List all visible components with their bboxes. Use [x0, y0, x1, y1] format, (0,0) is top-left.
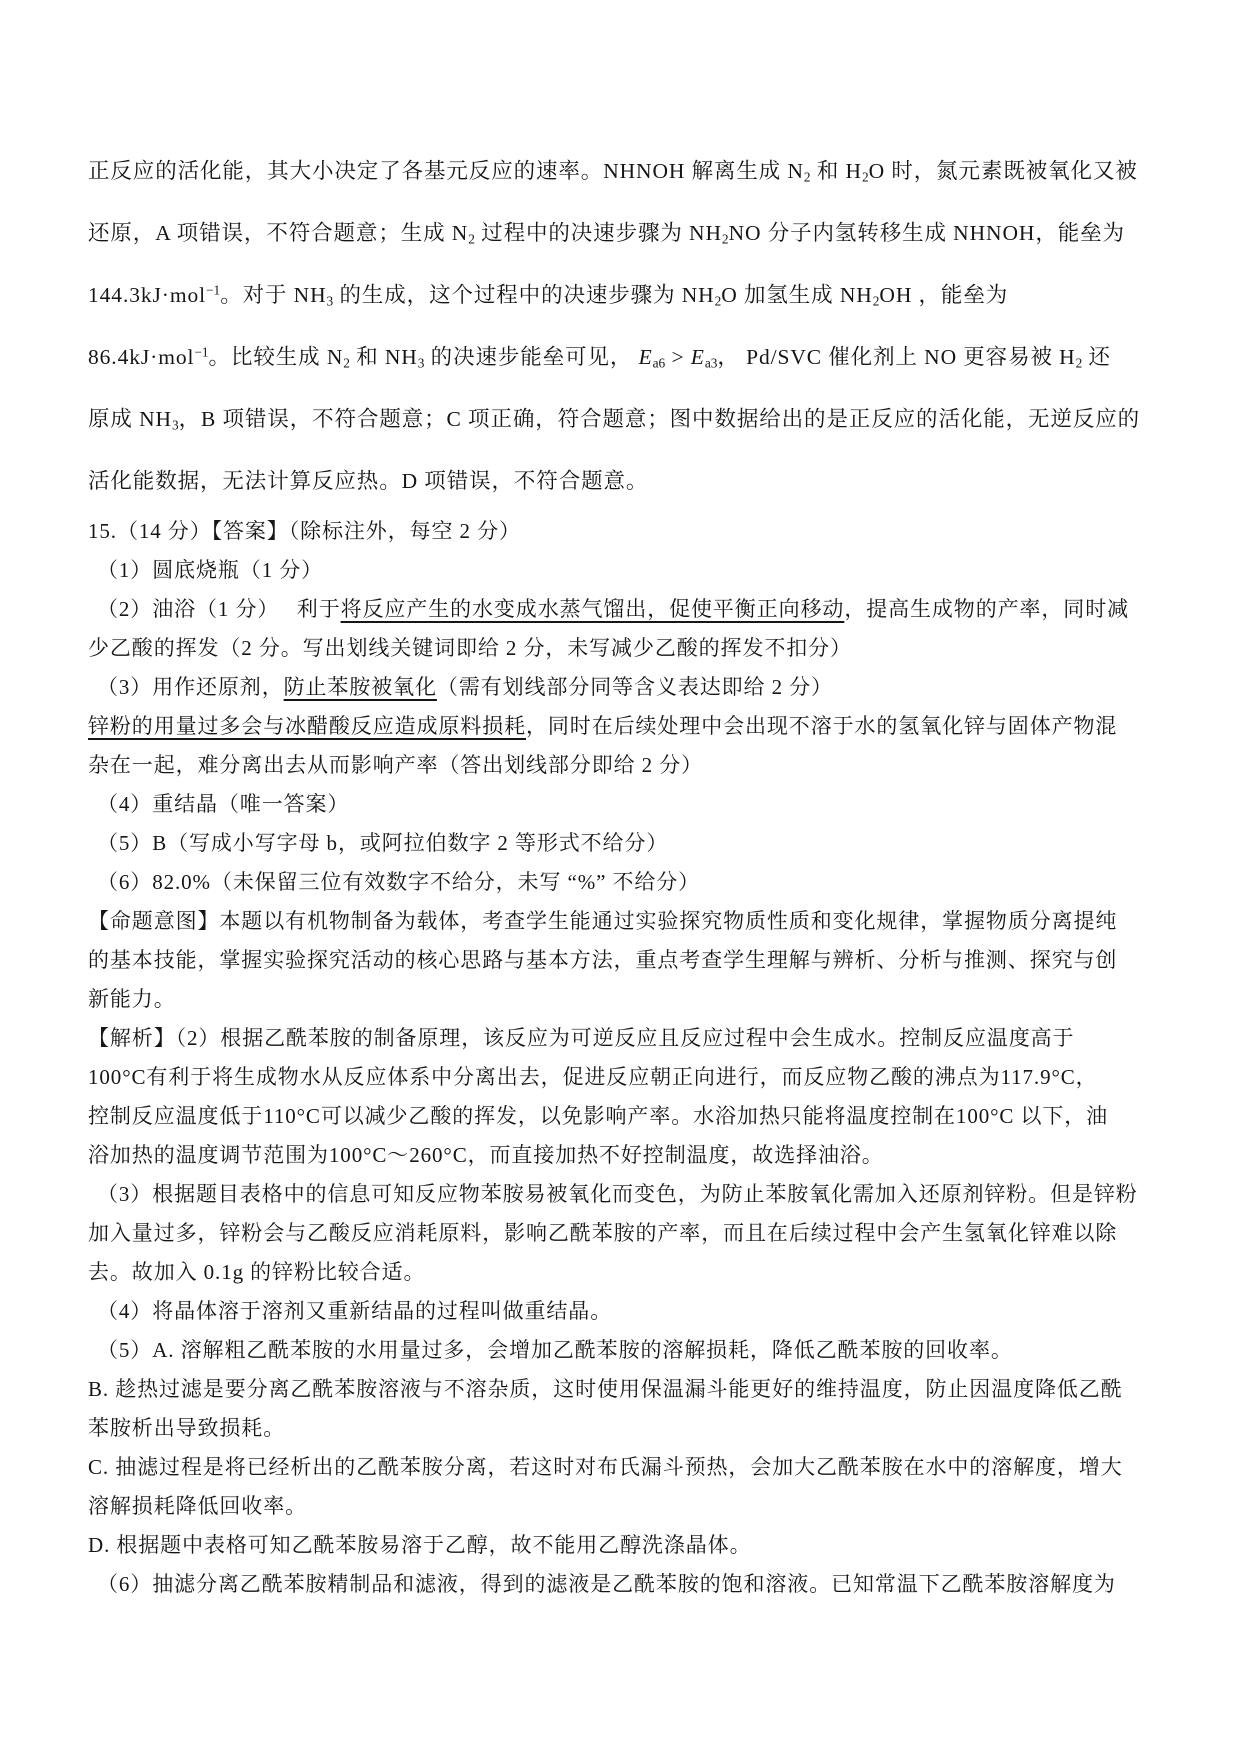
analysis-5-option-a [88, 1331, 1160, 1370]
underlined-text: 防止苯胺被氧化 [283, 675, 437, 699]
text-segment: （1）圆底烧瓶（1 分） [97, 558, 324, 582]
analysis-2-line-4 [88, 1136, 1160, 1175]
text-segment: 的基本技能，掌握实验探究活动的核心思路与基本方法，重点考查学生理解与辨析、分析与推测、探究与创 [88, 948, 1118, 972]
text-segment: （2）油浴（1 分） 利于 [97, 597, 341, 621]
q14-explanation-line-6 [88, 450, 1160, 512]
subscript: 2 [468, 231, 475, 247]
text-segment: （3）根据题目表格中的信息可知反应物苯胺易被氧化而变色，为防止苯胺氧化需加入还原剂锌粉。但是锌粉 [97, 1182, 1138, 1206]
text-segment: 溶解损耗降低回收率。 [88, 1494, 307, 1518]
text-segment: 杂在一起，难分离出去从而影响产率（答出划线部分即给 2 分） [88, 753, 703, 777]
text-segment: 还 [1082, 345, 1111, 369]
text-segment: 少乙酸的挥发（2 分。写出划线关键词即给 2 分，未写减少乙酸的挥发不扣分） [88, 636, 852, 660]
subscript: 2 [872, 293, 880, 309]
analysis-3-line-2 [88, 1214, 1160, 1253]
text-segment: 【命题意图】本题以有机物制备为载体，考查学生能通过实验探究物质性质和变化规律，掌握物质分离提纯 [88, 909, 1118, 933]
subscript: 2 [1075, 355, 1083, 371]
text-segment: E [690, 345, 705, 369]
text-segment: （6）82.0%（未保留三位有效数字不给分，未写 “%” 不给分） [97, 870, 701, 894]
q15-answer-3-line-1 [88, 668, 1160, 707]
text-segment: 。对于 NH [220, 283, 327, 307]
text-segment: D. 根据题中表格可知乙酰苯胺易溶于乙醇，故不能用乙醇洗涤晶体。 [88, 1533, 752, 1557]
q15-answer-4 [88, 785, 1160, 824]
analysis-3-line-3 [88, 1253, 1160, 1292]
intent-line-1 [88, 902, 1160, 941]
subscript: a6 [652, 355, 666, 371]
text-segment: 加入量过多，锌粉会与乙酸反应消耗原料，影响乙酰苯胺的产率，而且在后续过程中会产生氢氧化锌难以除 [88, 1221, 1118, 1245]
text-segment: > [665, 345, 691, 369]
subscript: a3 [704, 355, 718, 371]
text-segment: （3）用作还原剂， [97, 675, 284, 699]
text-segment: 活化能数据，无法计算反应热。D 项错误，不符合题意。 [88, 469, 649, 493]
subscript: 3 [171, 417, 179, 433]
intent-line-3 [88, 980, 1160, 1019]
text-segment: （4）将晶体溶于溶剂又重新结晶的过程叫做重结晶。 [97, 1299, 613, 1323]
analysis-5-option-b-line-1 [88, 1370, 1160, 1409]
q15-answer-6 [88, 863, 1160, 902]
subscript: 2 [714, 293, 722, 309]
text-segment: （5）A. 溶解粗乙酰苯胺的水用量过多，会增加乙酰苯胺的溶解损耗，降低乙酰苯胺的回收率。 [97, 1338, 1013, 1362]
intent-line-2 [88, 941, 1160, 980]
document-body [88, 140, 1160, 1604]
text-segment: C. 抽滤过程是将已经析出的乙酰苯胺分离，若这时对布氏漏斗预热，会加大乙酰苯胺在水中的溶解度，增大 [88, 1455, 1123, 1479]
analysis-2-line-1 [88, 1019, 1160, 1058]
text-segment: 还原，A 项错误，不符合题意；生成 N [88, 221, 469, 245]
analysis-5-option-d [88, 1526, 1160, 1565]
text-segment: NO 分子内氢转移生成 NHNOH，能垒为 [728, 221, 1125, 245]
text-segment: （4）重结晶（唯一答案） [97, 792, 350, 816]
text-segment: 和 NH [349, 345, 418, 369]
text-segment: （5）B（写成小写字母 b，或阿拉伯数字 2 等形式不给分） [97, 831, 669, 855]
text-segment: ， Pd/SVC 催化剂上 NO 更容易被 H [717, 345, 1076, 369]
text-segment: 正反应的活化能，其大小决定了各基元反应的速率。NHNOH 解离生成 N [88, 159, 804, 183]
text-segment: 100°C有利于将生成物水从反应体系中分离出去，促进反应朝正向进行，而反应物乙酸的沸点为117.9°C， [88, 1065, 1098, 1089]
text-segment: 15.（14 分）【答案】（除标注外，每空 2 分） [88, 519, 521, 543]
subscript: 2 [861, 169, 869, 185]
text-segment: 的决速步能垒可见， [424, 345, 639, 369]
text-segment: ，B 项错误，不符合题意；C 项正确，符合题意；图中数据给出的是正反应的活化能，无逆反应的 [178, 407, 1141, 431]
analysis-6-line-1 [88, 1565, 1160, 1604]
text-segment: O 加氢生成 NH [721, 283, 873, 307]
q15-answer-2-line-2 [88, 629, 1160, 668]
q15-answer-header [88, 512, 1160, 551]
analysis-3-line-1 [88, 1175, 1160, 1214]
q15-answer-1 [88, 551, 1160, 590]
text-segment: 原成 NH [88, 407, 172, 431]
text-segment: 苯胺析出导致损耗。 [88, 1416, 286, 1440]
text-segment: 86.4kJ·mol [88, 345, 195, 369]
text-segment: 去。故加入 0.1g 的锌粉比较合适。 [88, 1260, 426, 1284]
text-segment: B. 趁热过滤是要分离乙酰苯胺溶液与不溶杂质，这时使用保温漏斗能更好的维持温度，防止因温度降低乙酰 [88, 1377, 1123, 1401]
subscript: 2 [343, 355, 350, 371]
underlined-text: 将反应产生的水变成水蒸气馏出，促使平衡正向移动 [340, 597, 845, 621]
text-segment: （需有划线部分同等含义表达即给 2 分） [436, 675, 833, 699]
subscript: 2 [803, 169, 811, 185]
analysis-4 [88, 1292, 1160, 1331]
text-segment: 和 H [810, 159, 862, 183]
q14-explanation-line-5 [88, 388, 1160, 450]
text-segment: 。比较生成 N [208, 345, 344, 369]
text-segment: O 时，氮元素既被氧化又被 [868, 159, 1138, 183]
analysis-5-option-c-line-2 [88, 1487, 1160, 1526]
text-segment: ，提高生成物的产率，同时减 [844, 597, 1130, 621]
superscript: −1 [194, 344, 209, 360]
q15-answer-3-line-2 [88, 707, 1160, 746]
subscript: 3 [326, 293, 334, 309]
subscript: 2 [721, 231, 729, 247]
text-segment: 过程中的决速步骤为 NH [474, 221, 722, 245]
text-segment: 浴加热的温度调节范围为100°C～260°C，而直接加热不好控制温度，故选择油浴。 [88, 1143, 884, 1167]
q15-answer-5 [88, 824, 1160, 863]
text-segment: 新能力。 [88, 987, 176, 1011]
text-segment: ，同时在后续处理中会出现不溶于水的氢氧化锌与固体产物混 [526, 714, 1118, 738]
q14-explanation-line-2 [88, 202, 1160, 264]
q14-explanation-line-3 [88, 264, 1160, 326]
text-segment: 的生成，这个过程中的决速步骤为 NH [333, 283, 715, 307]
analysis-5-option-b-line-2 [88, 1409, 1160, 1448]
underlined-text: 锌粉的用量过多会与冰醋酸反应造成原料损耗 [88, 714, 526, 738]
analysis-2-line-2 [88, 1058, 1160, 1097]
q14-explanation-line-4 [88, 326, 1160, 388]
analysis-5-option-c-line-1 [88, 1448, 1160, 1487]
text-segment: 144.3kJ·mol [88, 283, 206, 307]
text-segment: （6）抽滤分离乙酰苯胺精制品和滤液，得到的滤液是乙酰苯胺的饱和溶液。已知常温下乙酰苯胺溶解度为 [97, 1572, 1116, 1596]
analysis-2-line-3 [88, 1097, 1160, 1136]
superscript: −1 [206, 282, 221, 298]
text-segment: 【解析】（2）根据乙酰苯胺的制备原理，该反应为可逆反应且反应过程中会生成水。控制反应温度高于 [88, 1026, 1075, 1050]
text-segment: E [638, 345, 653, 369]
q14-explanation-line-1 [88, 140, 1160, 202]
subscript: 3 [417, 355, 425, 371]
q15-answer-2-line-1 [88, 590, 1160, 629]
q15-answer-3-line-3 [88, 746, 1160, 785]
text-segment: OH ，能垒为 [879, 283, 1009, 307]
text-segment: 控制反应温度低于110°C可以减少乙酸的挥发，以免影响产率。水浴加热只能将温度控制在100°C 以下，油 [88, 1104, 1109, 1128]
